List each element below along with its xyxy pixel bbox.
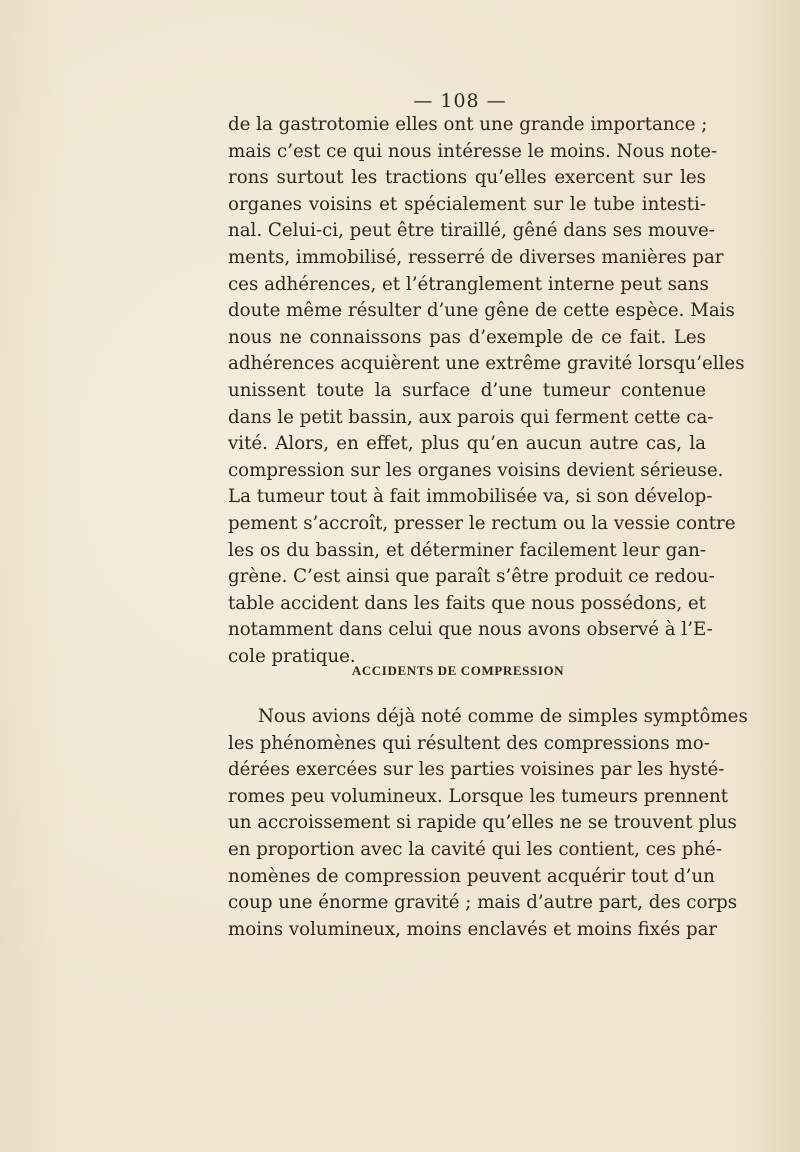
text-line: les phénomènes qui résultent des compressions mo- [228,732,710,754]
text-line: ces adhérences, et l’étranglement interne peut sans [228,273,709,295]
text-line: doute même résulter d’une gêne de cette espèce. Mais [228,300,735,322]
text-line: cole pratique. [228,645,356,667]
text-line: adhérences acquièrent une extrême gravité lorsqu’elles [228,353,745,375]
text-line: compression sur les organes voisins devient sérieuse. [228,459,724,481]
text-line: romes peu volumineux. Lorsque les tumeurs prennent [228,785,729,807]
text-line: rons surtout les tractions qu’elles exercent sur les [228,167,706,189]
paragraph-2 [228,704,748,943]
text-line: ments, immobilisé, resserré de diverses manières par [228,246,724,268]
text-line: les os du bassin, et déterminer facilement leur gan- [228,539,706,561]
text-line: unissent toute la surface d’une tumeur contenue [228,379,706,401]
text-line: nomènes de compression peuvent acquérir tout d’un [228,865,715,887]
text-line: grène. C’est ainsi que paraît s’être produit ce redou- [228,566,715,588]
paragraph-1 [228,112,745,670]
text-line: de la gastrotomie elles ont une grande importance ; [228,114,708,135]
text-line: La tumeur tout à fait immobilisée va, si son dévelop- [228,486,713,508]
text-line: coup une énorme gravité ; mais d’autre part, des corps [228,892,738,914]
text-line: Nous avions déjà noté comme de simples symptômes [258,706,748,727]
text-line: mais c’est ce qui nous intéresse le moins. Nous note- [228,140,718,162]
text-line: dérées exercées sur les parties voisines par les hysté- [228,759,725,781]
text-line: un accroissement si rapide qu’elles ne se trouvent plus [228,812,737,834]
text-line: en proportion avec la cavité qui les contient, ces phé- [228,838,722,860]
text-line: nous ne connaissons pas d’exemple de ce fait. Les [228,326,706,348]
text-line: vité. Alors, en effet, plus qu’en aucun autre cas, la [228,433,706,455]
text-line: organes voisins et spécialement sur le tube intesti- [228,193,706,215]
text-line: table accident dans les faits que nous possédons, et [228,592,706,614]
text-line: notamment dans celui que nous avons observé à l’E- [228,619,713,641]
text-line: nal. Celui-ci, peut être tiraillé, gêné dans ses mouve- [228,220,715,242]
text-line: dans le petit bassin, aux parois qui ferment cette ca- [228,406,714,428]
text-line: pement s’accroît, presser le rectum ou la vessie contre [228,512,736,534]
page-number: — 108 — [413,90,507,112]
text-line: moins volumineux, moins enclavés et moins fixés par [228,918,718,940]
section-heading: ACCIDENTS DE COMPRESSION [351,663,565,678]
